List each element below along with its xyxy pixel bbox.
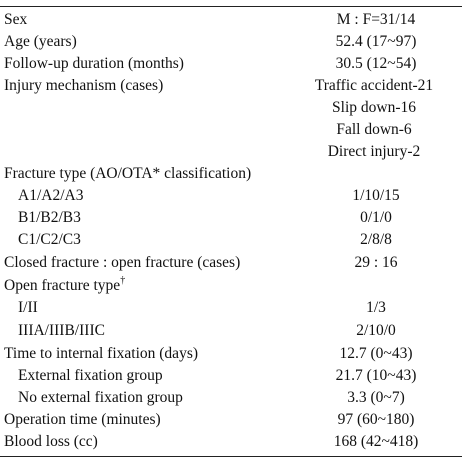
table-row-fall-down xyxy=(0,119,462,141)
row-label: C1/C2/C3 xyxy=(18,231,81,248)
table-row-time-to-fixation xyxy=(0,343,462,365)
table-top-rule xyxy=(0,6,462,7)
table-row-no-external-fixation xyxy=(0,387,462,409)
row-label: Time to internal fixation (days) xyxy=(4,345,199,362)
table-bottom-rule xyxy=(0,456,462,457)
row-value: 30.5 (12~54) xyxy=(335,55,417,72)
table-row-b-types xyxy=(0,207,462,229)
row-label: Blood loss (cc) xyxy=(4,433,98,450)
row-value: 1/3 xyxy=(366,299,386,316)
table-row-fracture-type xyxy=(0,163,462,185)
row-value: 52.4 (17~97) xyxy=(335,33,417,50)
row-label: Age (years) xyxy=(4,33,77,50)
row-value: 0/1/0 xyxy=(360,209,392,226)
row-label: I/II xyxy=(18,299,38,316)
table-row-operation-time xyxy=(0,409,462,431)
row-value: 3.3 (0~7) xyxy=(347,389,405,406)
table-row-open-fracture-type xyxy=(0,275,462,297)
table-row-age xyxy=(0,31,462,53)
row-value: 1/10/15 xyxy=(352,187,400,204)
row-value: 97 (60~180) xyxy=(337,411,415,428)
row-label: Injury mechanism (cases) xyxy=(4,77,164,94)
row-label: IIIA/IIIB/IIIC xyxy=(18,322,105,339)
table-row-external-fixation xyxy=(0,365,462,387)
row-label: Fracture type (AO/OTA* classification) xyxy=(4,165,252,182)
table-row-injury-mechanism xyxy=(0,75,462,97)
table-row-open-iii xyxy=(0,320,462,342)
row-label: Closed fracture : open fracture (cases) xyxy=(4,254,241,271)
row-label: Operation time (minutes) xyxy=(4,411,161,428)
table-row-direct-injury xyxy=(0,141,462,163)
row-label-text: Open fracture type xyxy=(4,277,121,294)
row-value: 168 (42~418) xyxy=(333,433,419,450)
table-row-blood-loss xyxy=(0,431,462,453)
table-row-open-i-ii xyxy=(0,297,462,319)
table-row-closed-open xyxy=(0,252,462,274)
row-value: Direct injury-2 xyxy=(327,143,421,160)
row-value: 2/8/8 xyxy=(360,231,392,248)
row-label: No external fixation group xyxy=(18,389,183,406)
row-label: External fixation group xyxy=(18,367,163,384)
table-row-slip-down xyxy=(0,97,462,119)
table-row-sex xyxy=(0,9,462,31)
row-value: 12.7 (0~43) xyxy=(339,345,413,362)
row-label: Sex xyxy=(4,11,28,28)
table-row-follow-up xyxy=(0,53,462,75)
row-value: 2/10/0 xyxy=(356,322,396,339)
table-row-c-types xyxy=(0,229,462,251)
row-value: Traffic accident-21 xyxy=(314,77,434,94)
dagger-footnote-mark: † xyxy=(120,274,126,286)
row-value: Fall down-6 xyxy=(336,121,412,138)
row-label: Follow-up duration (months) xyxy=(4,55,184,72)
row-label: A1/A2/A3 xyxy=(18,187,84,204)
table-row-a-types xyxy=(0,185,462,207)
row-value: Slip down-16 xyxy=(332,99,416,116)
row-value: 29 : 16 xyxy=(354,254,398,271)
row-label xyxy=(4,275,125,297)
row-value: 21.7 (10~43) xyxy=(335,367,417,384)
row-value: M : F=31/14 xyxy=(336,11,416,28)
row-label: B1/B2/B3 xyxy=(18,209,81,226)
